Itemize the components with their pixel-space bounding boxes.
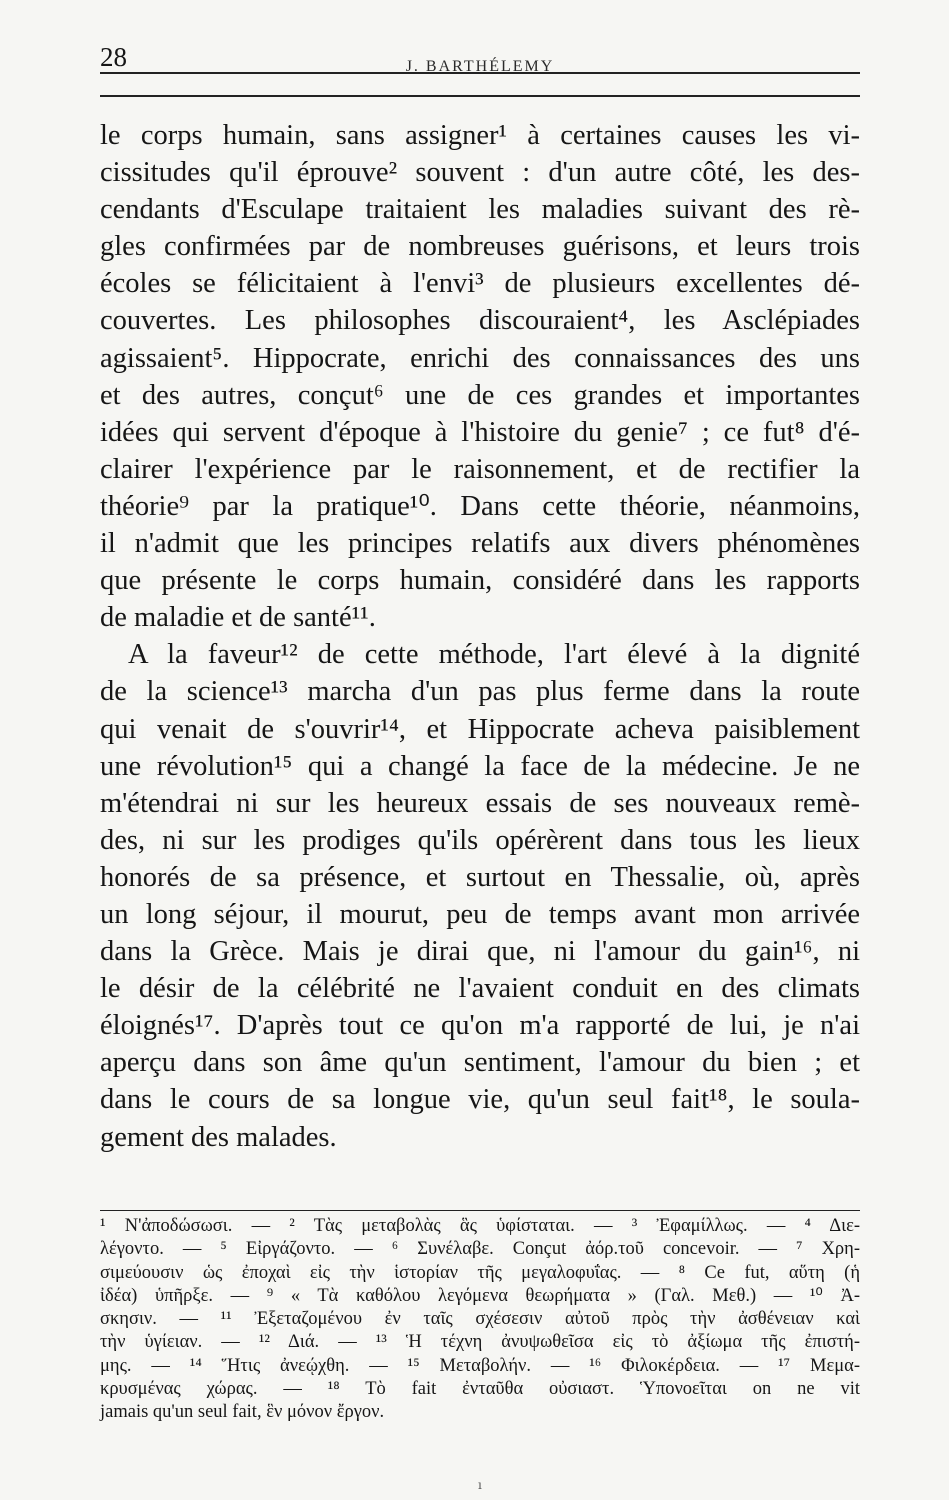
text-line: de la science¹³ marcha d'un pas plus ferme dans la route	[100, 676, 860, 708]
text-line: que présente le corps humain, considéré dans les rapports	[100, 565, 860, 597]
text-line: gles confirmées par de nombreuses guérisons, et leurs trois	[100, 231, 860, 263]
footnote-rule	[100, 1210, 860, 1211]
text-line: éloignés¹⁷. D'après tout ce qu'on m'a rapporté de lui, je n'ai	[100, 1010, 860, 1042]
text-line: et des autres, conçut⁶ une de ces grandes et importantes	[100, 379, 860, 411]
footnotes	[100, 1215, 860, 1425]
text-line: honorés de sa présence, et surtout en Thessalie, où, après	[100, 861, 860, 893]
paragraph-end-line: gement des malades.	[100, 1121, 337, 1153]
body-text	[100, 117, 860, 1156]
footnote-line: σκησιν. — ¹¹ Ἐξεταζομένου ἐν ταῖς σχέσεσιν αὐτοῦ πρὸς τὴν ἀσθένειαν καὶ	[100, 1309, 860, 1330]
text-line: une révolution¹⁵ qui a changé la face de la médecine. Je ne	[100, 750, 860, 782]
text-line: qui venait de s'ouvrir¹⁴, et Hippocrate acheva paisiblement	[100, 713, 860, 745]
running-head: J. BARTHÉLEMY	[405, 58, 555, 75]
text-line: couvertes. Les philosophes discouraient⁴, les Asclépiades	[100, 305, 860, 337]
page-number: 28	[100, 42, 127, 72]
footnote-line: ἰδέα) ὑπῆρξε. — ⁹ « Τὰ καθόλου λεγόμενα θεωρήματα » (Γαλ. Μεθ.) — ¹⁰ Ἀ-	[100, 1285, 860, 1306]
text-line: cendants d'Esculape traitaient les maladies suivant des rè-	[100, 194, 860, 226]
footnote-line: μης. — ¹⁴ Ἥτις ἀνεῴχθη. — ¹⁵ Μεταβολήν. — ¹⁶ Φιλοκέρδεια. — ¹⁷ Μεμα-	[100, 1355, 860, 1376]
footnote-line: jamais qu'un seul fait, ἓν μόνον ἔργον.	[100, 1402, 385, 1423]
footnote-line: τὴν ὑγίειαν. — ¹² Διά. — ¹³ Ἡ τέχνη ἀνυψωθεῖσα εἰς τὸ ἀξίωμα τῆς ἐπιστή-	[100, 1332, 860, 1353]
footnote-line: λέγοντο. — ⁵ Εἰργάζοντο. — ⁶ Συνέλαβε. Conçut ἀόρ.τοῦ concevoir. — ⁷ Χρη-	[100, 1239, 860, 1260]
text-line: dans le cours de sa longue vie, qu'un seul fait¹⁸, le soula-	[100, 1084, 860, 1116]
text-line: aperçu dans son âme qu'un sentiment, l'amour du bien ; et	[100, 1047, 860, 1079]
text-line: écoles se félicitaient à l'envi³ de plusieurs excellentes dé-	[100, 268, 860, 300]
text-line: le désir de la célébrité ne l'avaient conduit en des climats	[100, 973, 860, 1005]
text-line: cissitudes qu'il éprouve² souvent : d'un autre côté, les des-	[100, 157, 860, 189]
footnote-line: κρυσμένας χώρας. — ¹⁸ Τὸ fait ἐνταῦθα οὐσιαστ. Ὑπονοεῖται on ne vit	[100, 1379, 860, 1400]
text-line: dans la Grèce. Mais je dirai que, ni l'amour du gain¹⁶, ni	[100, 936, 860, 968]
text-line: théorie⁹ par la pratique¹⁰. Dans cette théorie, néanmoins,	[100, 490, 860, 522]
text-line: clairer l'expérience par le raisonnement, et de rectifier la	[100, 453, 860, 485]
text-line: le corps humain, sans assigner¹ à certaines causes les vi-	[100, 120, 860, 151]
footnote-line: ¹ N'ἀποδώσωσι. — ² Τὰς μεταβολὰς ἃς ὑφίσταται. — ³ Ἐφαμίλλως. — ⁴ Διε-	[100, 1216, 860, 1236]
text-line: idées qui servent d'époque à l'histoire du genie⁷ ; ce fut⁸ d'é-	[100, 416, 860, 448]
text-line: il n'admit que les principes relatifs aux divers phénomènes	[100, 528, 860, 560]
header-rule-bottom	[100, 95, 860, 97]
paragraph-end-line: de maladie et de santé¹¹.	[100, 602, 376, 634]
sheet-mark: ı	[478, 1478, 482, 1492]
text-line: agissaient⁵. Hippocrate, enrichi des connaissances des uns	[100, 342, 860, 374]
text-line: m'étendrai ni sur les heureux essais de ses nouveaux remè-	[100, 787, 860, 819]
paragraph-start-line: A la faveur¹² de cette méthode, l'art élevé à la dignité	[128, 639, 860, 671]
footnote-line: σιμεύουσιν ὡς ἐποχαὶ εἰς τὴν ἱστορίαν τῆς μεγαλοφυΐας. — ⁸ Ce fut, αὕτη (ἡ	[100, 1262, 860, 1283]
text-line: un long séjour, il mourut, peu de temps avant mon arrivée	[100, 898, 860, 930]
text-line: des, ni sur les prodiges qu'ils opérèrent dans tous les lieux	[100, 824, 860, 856]
